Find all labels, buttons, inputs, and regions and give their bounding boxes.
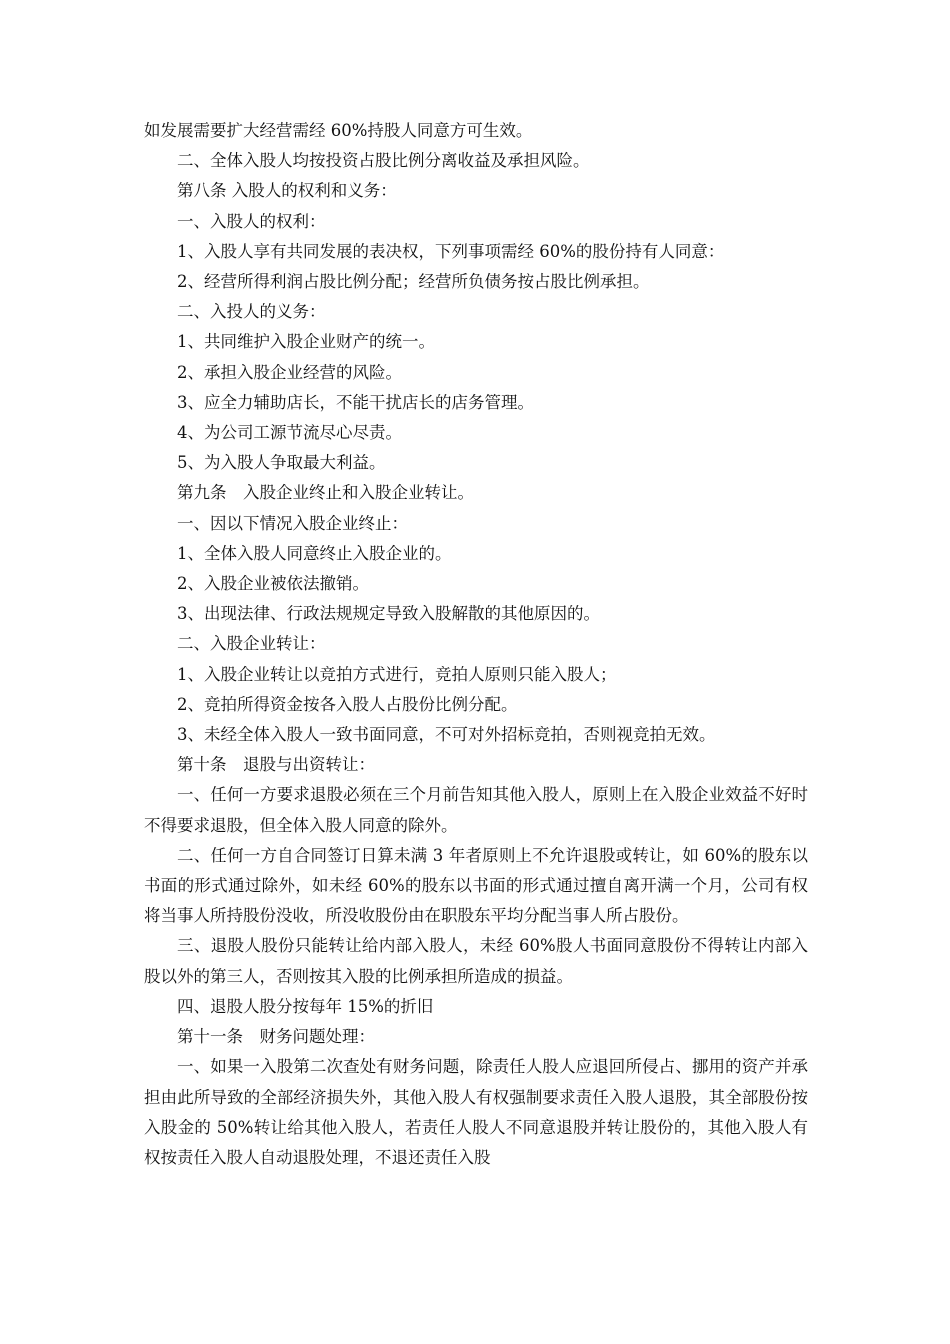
paragraph: 一、如果一入股第二次查处有财务问题，除责任人股人应退回所侵占、挪用的资产并承担由此所导致的全部经济损失外，其他入股人有权强制要求责任入股人退股，其全部股份按入股金的 50%转让给其他入股人，若责任人股人不同意退股并转让股份的，其他入股人有权按责任入股人自动退股处理，不退还责任入股 — [144, 1057, 808, 1167]
paragraph: 一、入股人的权利： — [177, 211, 326, 231]
paragraph: 3、出现法律、行政法规规定导致入股解散的其他原因的。 — [177, 604, 600, 624]
paragraph: 第十一条 财务问题处理： — [177, 1027, 375, 1047]
paragraph: 1、入股企业转让以竞拍方式进行，竞拍人原则只能入股人； — [177, 664, 617, 684]
paragraph: 三、退股人股份只能转让给内部入股人，未经 60%股人书面同意股份不得转让内部入股以外的第三人，否则按其入股的比例承担所造成的损益。 — [144, 936, 808, 986]
paragraph: 二、入股企业转让： — [177, 634, 326, 654]
paragraph: 1、共同维护入股企业财产的统一。 — [177, 332, 435, 352]
paragraph: 一、因以下情况入股企业终止： — [177, 513, 408, 533]
paragraph: 1、入股人享有共同发展的表决权，下列事项需经 60%的股份持有人同意： — [177, 241, 725, 261]
paragraph: 2、经营所得利润占股比例分配；经营所负债务按占股比例承担。 — [177, 272, 650, 292]
paragraph: 2、入股企业被依法撤销。 — [177, 574, 369, 594]
paragraph: 3、应全力辅助店长，不能干扰店长的店务管理。 — [177, 392, 534, 412]
paragraph: 二、全体入股人均按投资占股比例分离收益及承担风险。 — [177, 151, 590, 171]
paragraph: 如发展需要扩大经营需经 60%持股人同意方可生效。 — [144, 121, 533, 140]
document-body — [144, 116, 808, 1173]
paragraph: 二、任何一方自合同签订日算未满 3 年者原则上不允许退股或转让，如 60%的股东以书面的形式通过除外，如未经 60%的股东以书面的形式通过擅自离开满一个月，公司有权将当事人所持股份没收，所没收股份由在职股东平均分配当事人所占股份。 — [144, 845, 808, 926]
paragraph: 一、任何一方要求退股必须在三个月前告知其他入股人，原则上在入股企业效益不好时不得要求退股，但全体入股人同意的除外。 — [144, 785, 808, 835]
paragraph: 2、承担入股企业经营的风险。 — [177, 362, 402, 382]
paragraph: 1、全体入股人同意终止入股企业的。 — [177, 543, 452, 563]
paragraph: 5、为入股人争取最大利益。 — [177, 453, 386, 473]
paragraph: 第八条 入股人的权利和义务： — [177, 181, 397, 201]
paragraph: 第十条 退股与出资转让： — [177, 755, 375, 775]
paragraph: 四、退股人股分按每年 15%的折旧 — [177, 996, 434, 1016]
paragraph: 第九条 入股企业终止和入股企业转让。 — [177, 483, 474, 503]
paragraph: 2、竞拍所得资金按各入股人占股份比例分配。 — [177, 694, 518, 714]
paragraph: 4、为公司工源节流尽心尽责。 — [177, 423, 402, 443]
paragraph: 二、入投人的义务： — [177, 302, 326, 322]
paragraph: 3、未经全体入股人一致书面同意，不可对外招标竞拍，否则视竞拍无效。 — [177, 725, 716, 745]
